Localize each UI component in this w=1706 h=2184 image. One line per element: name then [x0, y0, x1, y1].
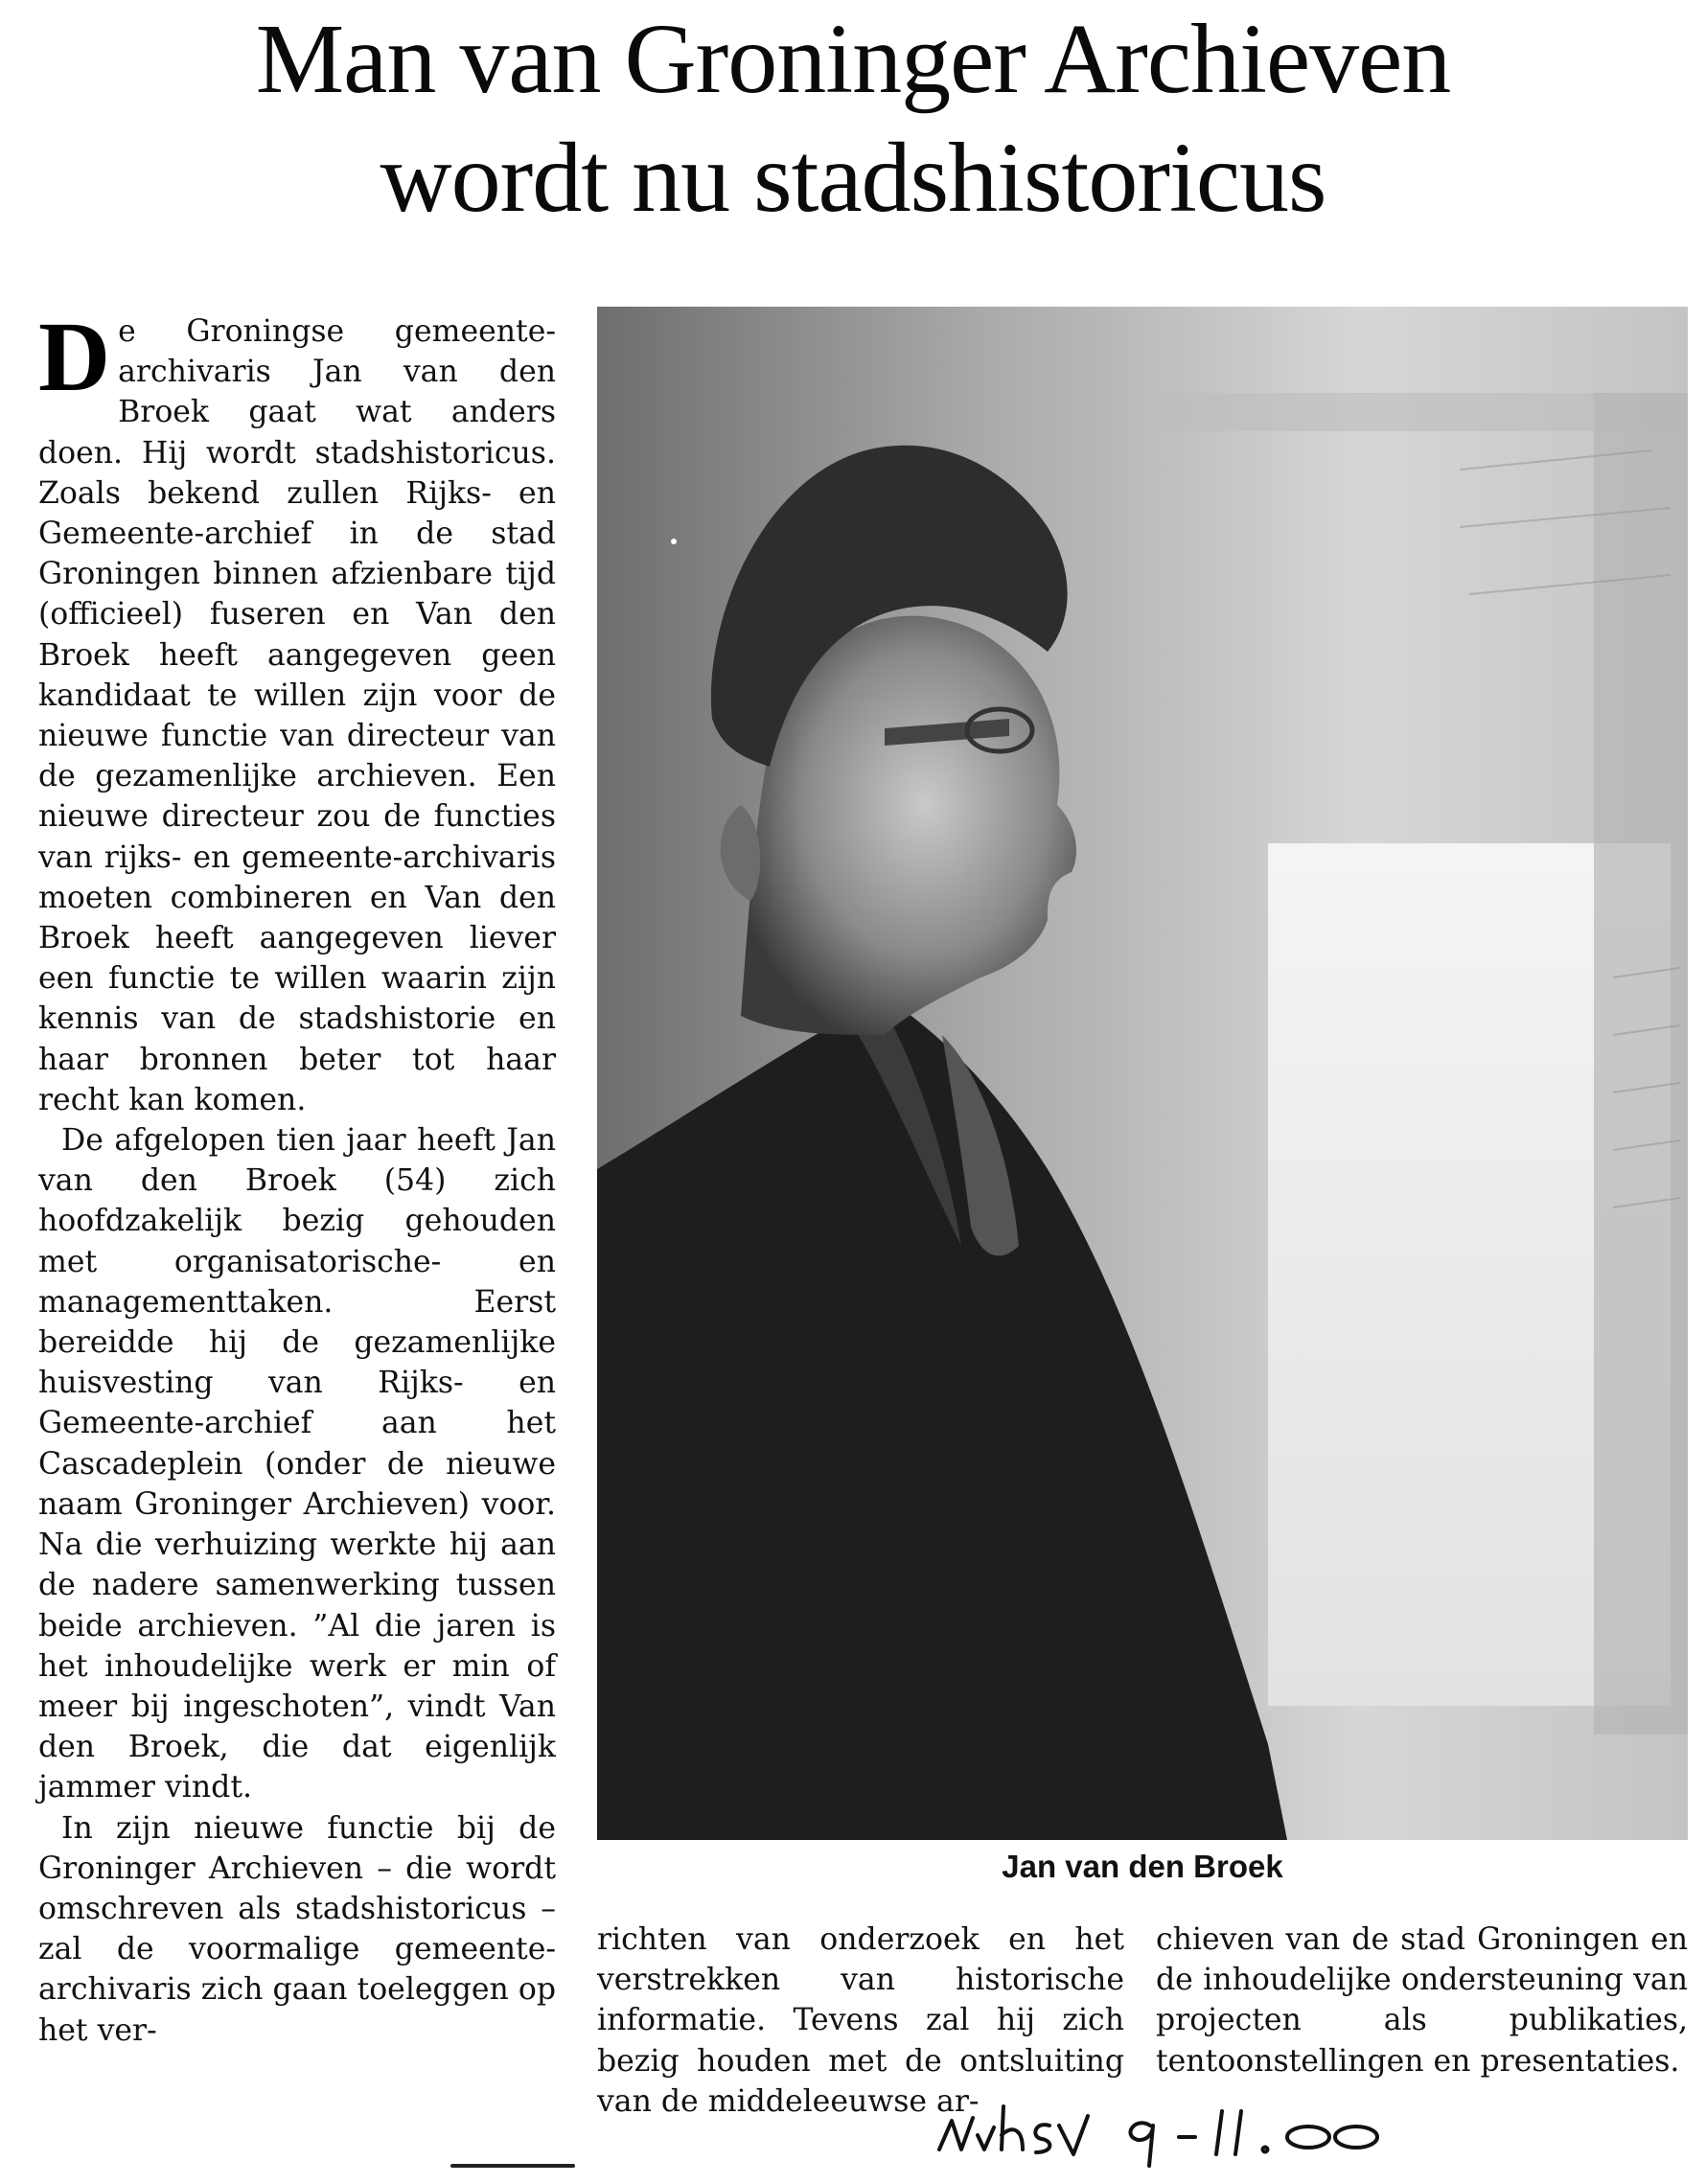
paragraph-3-end: chieven van de stad Groningen en de inhoudelijke ondersteuning van projecten als publikaties, tentoonstellingen en presentaties.: [1156, 1922, 1688, 2079]
portrait-photo: [597, 307, 1688, 1840]
paragraph-3-continued: richten van onderzoek en het verstrekken van historische informatie. Tevens zal hij zich bezig houden met de ontsluiting van de middeleeuwse ar-: [597, 1922, 1124, 2119]
handwritten-date-note: [934, 2097, 1452, 2177]
portrait-illustration: [597, 307, 1688, 1840]
article-column-left: [38, 302, 556, 2051]
headline: [38, 0, 1668, 238]
headline-line-2: wordt nu stadshistoricus: [380, 123, 1326, 233]
article-column-middle: [597, 1920, 1124, 2122]
handwriting-signature: [934, 2097, 1452, 2173]
photo-caption: Jan van den Broek: [1002, 1849, 1283, 1884]
article-column-right: [1156, 1920, 1688, 2081]
drop-cap: D: [38, 302, 111, 412]
paragraph-1-text: e Groningse gemeente-archivaris Jan van den Broek gaat wat anders doen. Hij wordt stadshistoricus. Zoals bekend zullen Rijks- en Gemeente-archief in de stad Groningen binnen afzienbare tijd (officieel) fuseren en Van den Broek heeft aangegeven geen kandidaat te willen zijn voor de nieuwe functie van directeur van de gezamenlijke archieven. Een nieuwe directeur zou de functies van rijks- en gemeente-archivaris moeten combineren en Van den Broek heeft aangegeven liever een functie te willen waarin zijn kennis van de stadshistorie en haar bronnen beter tot haar recht kan komen.: [38, 314, 556, 1117]
paragraph-1: [38, 302, 556, 1120]
headline-line-1: Man van Groninger Archieven: [255, 4, 1451, 114]
paragraph-2: De afgelopen tien jaar heeft Jan van den Broek (54) zich hoofdzakelijk bezig gehouden met organisatorische- en managementtaken. Eerst bereidde hij de gezamenlijke huisvesting van Rijks- en Gemeente-archief aan het Cascadeplein (onder de nieuwe naam Groninger Archieven) voor. Na die verhuizing werkte hij aan de nadere samenwerking tussen beide archieven. ”Al die jaren is het inhoudelijke werk er min of meer bij ingeschoten”, vindt Van den Broek, die dat eigenlijk jammer vindt.: [38, 1123, 556, 1805]
paragraph-3: In zijn nieuwe functie bij de Groninger Archieven – die wordt omschreven als stadshistoricus – zal de voormalige gemeente-archivaris zich gaan toeleggen op het ver-: [38, 1810, 556, 2048]
scan-mark: [450, 2164, 575, 2168]
